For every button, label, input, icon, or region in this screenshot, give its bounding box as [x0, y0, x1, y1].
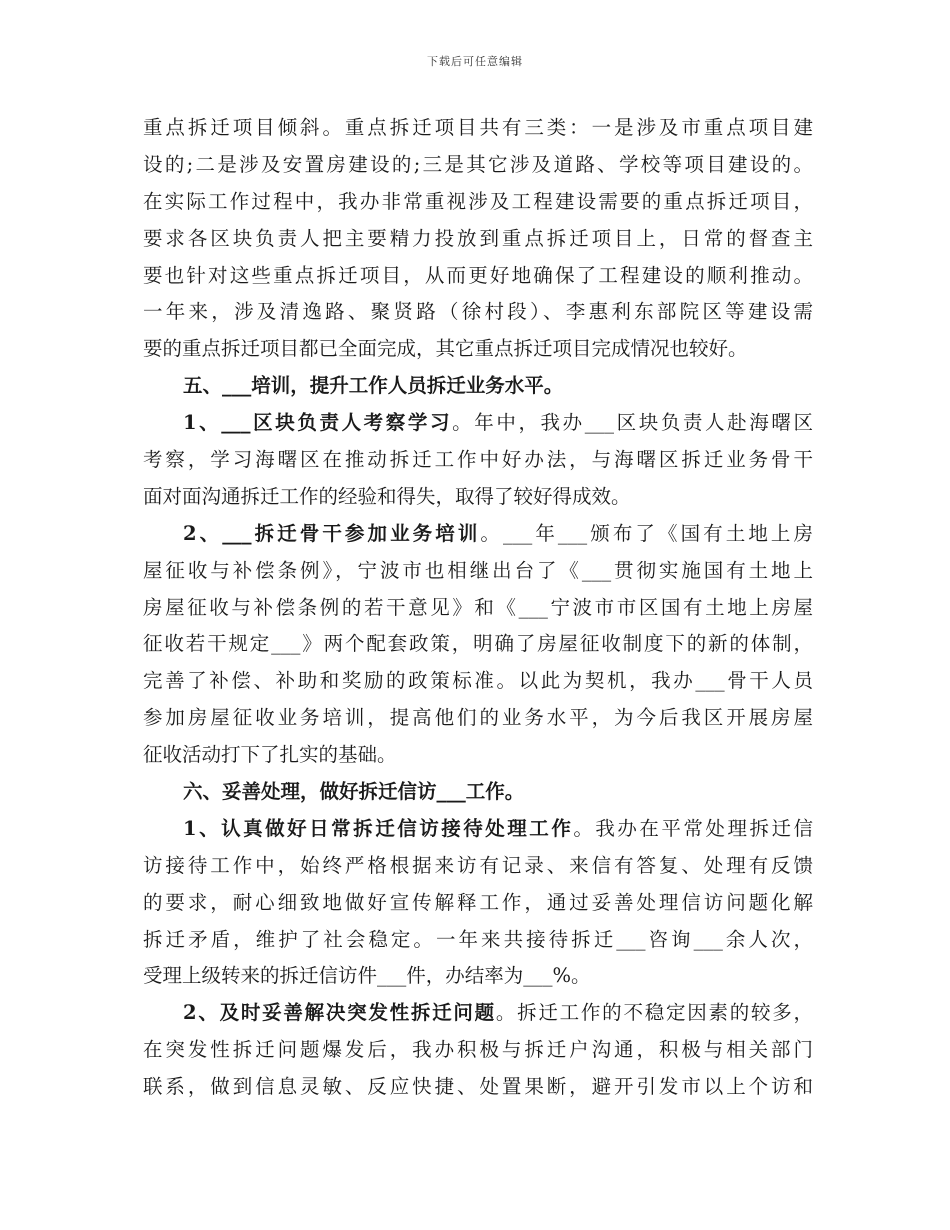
text-line — [143, 774, 813, 811]
line-text: 征收活动打下了扎实的基础。 — [143, 743, 397, 767]
line-text: 六、妥善处理，做好拆迁信访___工作。 — [183, 780, 525, 804]
line-text: 。年中，我办___区块负责人赴海曙区 — [452, 411, 813, 435]
line-text: 要求各区块负责人把主要精力投放到重点拆迁项目上，日常的督查主 — [143, 226, 813, 250]
line-text: 在实际工作过程中，我办非常重视涉及工程建设需要的重点拆迁项目， — [143, 189, 813, 213]
text-line — [143, 811, 813, 848]
text-line — [143, 1069, 813, 1106]
text-line — [143, 626, 813, 663]
text-line — [143, 331, 813, 368]
line-text: 重点拆迁项目倾斜。重点拆迁项目共有三类：一是涉及市重点项目建 — [143, 116, 813, 139]
line-text: 。我办在平常处理拆迁信 — [573, 816, 813, 840]
line-text: 房屋征收与补偿条例的若干意见》和《___宁波市市区国有土地上房屋 — [143, 595, 813, 619]
line-text: 在突发性拆迁问题爆发后，我办积极与拆迁户沟通，积极与相关部门 — [143, 1038, 813, 1062]
line-text: 参加房屋征收业务培训，提高他们的业务水平，为今后我区开展房屋 — [143, 706, 813, 730]
text-line — [143, 1032, 813, 1069]
text-line — [143, 294, 813, 331]
bold-heading: 1、___区块负责人考察学习 — [183, 411, 453, 435]
line-text: 受理上级转来的拆迁信访件___件，办结率为___%。 — [143, 964, 591, 988]
line-text: 一年来，涉及清逸路、聚贤路（徐村段）、李惠利东部院区等建设需 — [143, 300, 813, 324]
text-line — [143, 405, 813, 442]
bold-heading: 2、___拆迁骨干参加业务培训 — [183, 521, 481, 545]
line-text: 的要求，耐心细致地做好宣传解释工作，通过妥善处理信访问题化解 — [143, 890, 813, 914]
bold-heading: 1、认真做好日常拆迁信访接待处理工作 — [183, 816, 574, 840]
text-line — [143, 516, 813, 553]
line-text: 屋征收与补偿条例》，宁波市也相继出台了《___贯彻实施国有土地上 — [143, 558, 813, 582]
text-line — [143, 368, 813, 405]
text-line — [143, 700, 813, 737]
text-line — [143, 147, 813, 184]
line-text: 。___年___颁布了《国有土地上房 — [480, 521, 813, 545]
line-text: 征收若干规定___》两个配套政策，明确了房屋征收制度下的新的体制， — [143, 632, 813, 656]
text-line — [143, 590, 813, 627]
text-line — [143, 258, 813, 295]
text-line — [143, 922, 813, 959]
text-line — [143, 848, 813, 885]
line-text: 设的;二是涉及安置房建设的;三是其它涉及道路、学校等项目建设的。 — [143, 152, 813, 176]
line-text: 要也针对这些重点拆迁项目，从而更好地确保了工程建设的顺利推动。 — [143, 263, 813, 287]
line-text: 访接待工作中，始终严格根据来访有记录、来信有答复、处理有反馈 — [143, 853, 813, 877]
line-text: 考察，学习海曙区在推动拆迁工作中好办法，与海曙区拆迁业务骨干 — [143, 448, 813, 472]
text-line — [143, 663, 813, 700]
line-text: 联系，做到信息灵敏、反应快捷、处置果断，避开引发市以上个访和 — [143, 1075, 813, 1099]
text-line — [143, 958, 813, 995]
text-line — [143, 553, 813, 590]
text-line — [143, 995, 813, 1032]
line-text: 五、___培训，提升工作人员拆迁业务水平。 — [183, 374, 564, 398]
text-line — [143, 221, 813, 258]
line-text: 拆迁矛盾，维护了社会稳定。一年来共接待拆迁___咨询___余人次， — [143, 927, 813, 951]
line-text: 。拆迁工作的不稳定因素的较多， — [495, 1001, 813, 1025]
text-line — [143, 737, 813, 774]
text-line — [143, 442, 813, 479]
page-header: 下载后可任意编辑 — [427, 55, 523, 68]
text-line — [143, 885, 813, 922]
bold-heading: 2、及时妥善解决突发性拆迁问题 — [183, 1001, 496, 1025]
text-line — [143, 110, 813, 147]
line-text: 要的重点拆迁项目都已全面完成，其它重点拆迁项目完成情况也较好。 — [143, 337, 748, 361]
text-line — [143, 479, 813, 516]
document-body — [143, 110, 813, 1106]
line-text: 完善了补偿、补助和奖励的政策标准。以此为契机，我办___骨干人员 — [143, 669, 813, 693]
text-line — [143, 184, 813, 221]
line-text: 面对面沟通拆迁工作的经验和得失，取得了较好得成效。 — [143, 484, 631, 508]
